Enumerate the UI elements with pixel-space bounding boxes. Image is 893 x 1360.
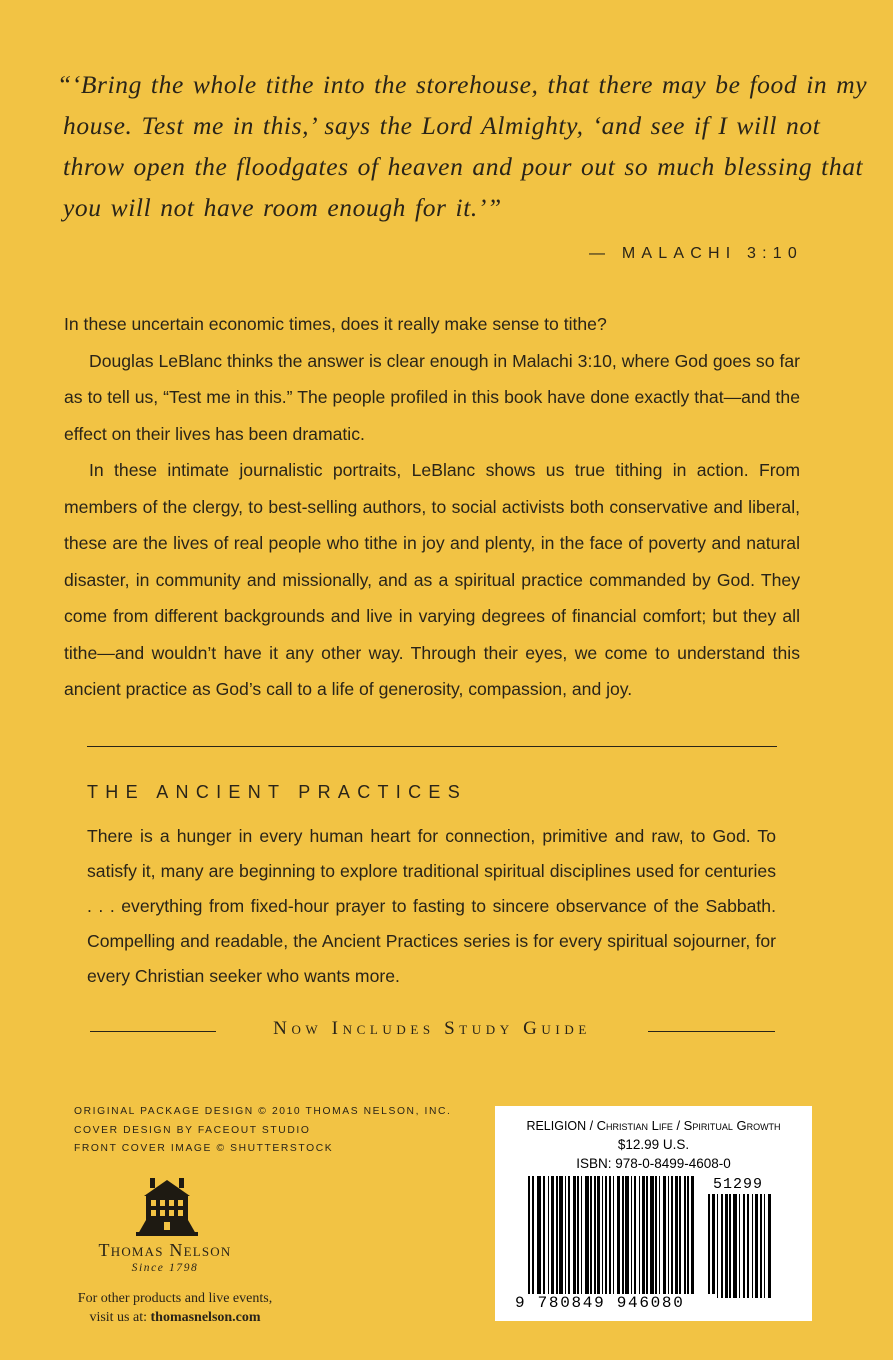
visit-prefix: visit us at:: [89, 1309, 151, 1325]
publisher-name: Thomas Nelson: [98, 1240, 232, 1260]
description-paragraph: In these uncertain economic times, does it really make sense to tithe?: [64, 314, 607, 334]
credit-line: ORIGINAL PACKAGE DESIGN © 2010 THOMAS NELSON, INC.: [74, 1106, 452, 1117]
publisher-url-link[interactable]: thomasnelson.com: [150, 1309, 261, 1325]
supplement-number: 51299: [713, 1176, 764, 1193]
visit-website-text: [70, 1290, 280, 1327]
ean-digits: 9 780849 946080: [515, 1294, 715, 1312]
credit-line: FRONT COVER IMAGE © SHUTTERSTOCK: [74, 1143, 334, 1154]
publisher-since: Since 1798: [131, 1262, 199, 1274]
study-guide-rule-left: [90, 1031, 216, 1032]
study-guide-rule-right: [648, 1031, 775, 1032]
bisac-category: [495, 1118, 812, 1133]
barcode-panel: [495, 1106, 812, 1321]
price-label: $12.99 U.S.: [617, 1137, 690, 1152]
epigraph-line: house. Test me in this,’ says the Lord Almighty, ‘and see if I will not: [63, 111, 821, 140]
isbn-label: ISBN: 978-0-8499-4608-0: [576, 1156, 731, 1171]
design-credits: [74, 1103, 452, 1159]
epigraph-line: throw open the floodgates of heaven and pour out so much blessing that: [63, 152, 864, 181]
category-main: RELIGION /: [526, 1119, 597, 1133]
series-description-text: There is a hunger in every human heart for connection, primitive and raw, to God. To satisfy it, many are beginning to explore traditional spiritual disciplines used for centuries . . . everything from fixed-hour prayer to fasting to sincere observance of the Sabbath. Compelling and readable, the Ancient Practices series is for every spiritual sojourner, for every Christian seeker who wants more.: [87, 826, 776, 986]
credit-line: COVER DESIGN BY FACEOUT STUDIO: [74, 1124, 311, 1136]
epigraph-line: “‘Bring the whole tithe into the storehouse, that there may be food in my: [57, 70, 868, 99]
epigraph-quote: [57, 64, 868, 228]
epigraph-line: you will not have room enough for it.’”: [63, 193, 502, 222]
category-sub: Christian Life / Spiritual Growth: [596, 1118, 781, 1133]
study-guide-banner: Now Includes Study Guide: [273, 1018, 591, 1039]
visit-line: For other products and live events,: [77, 1291, 273, 1306]
description-paragraph: In these intimate journalistic portraits, LeBlanc shows us true tithing in action. From members of the clergy, to best-selling authors, to social activists both conservative and liberal, these are the lives of real people who tithe in joy and plenty, in the face of poverty and natural disaster, in community and missionally, and as a spiritual practice commanded by God. They come from different backgrounds and live in varying degrees of financial comfort; but they all tithe—and wouldn’t have it any other way. Through their eyes, we come to understand this ancient practice as God’s call to a life of generosity, compassion, and joy.: [64, 460, 800, 699]
ean-barcode-icon: [528, 1176, 698, 1298]
description-paragraph: Douglas LeBlanc thinks the answer is clear enough in Malachi 3:10, where God goes so far as to tell us, “Test me in this.” The people profiled in this book have done exactly that—and the effect on their lives has been dramatic.: [64, 350, 800, 444]
house-logo-icon: [136, 1172, 198, 1238]
supplement-barcode-icon: [708, 1194, 793, 1298]
series-description: [87, 819, 776, 994]
visit-line-url: [70, 1309, 280, 1328]
series-heading: THE ANCIENT PRACTICES: [87, 782, 468, 802]
epigraph-attribution: — MALACHI 3:10: [589, 245, 803, 262]
book-description: [64, 306, 800, 708]
section-divider: [87, 746, 777, 747]
